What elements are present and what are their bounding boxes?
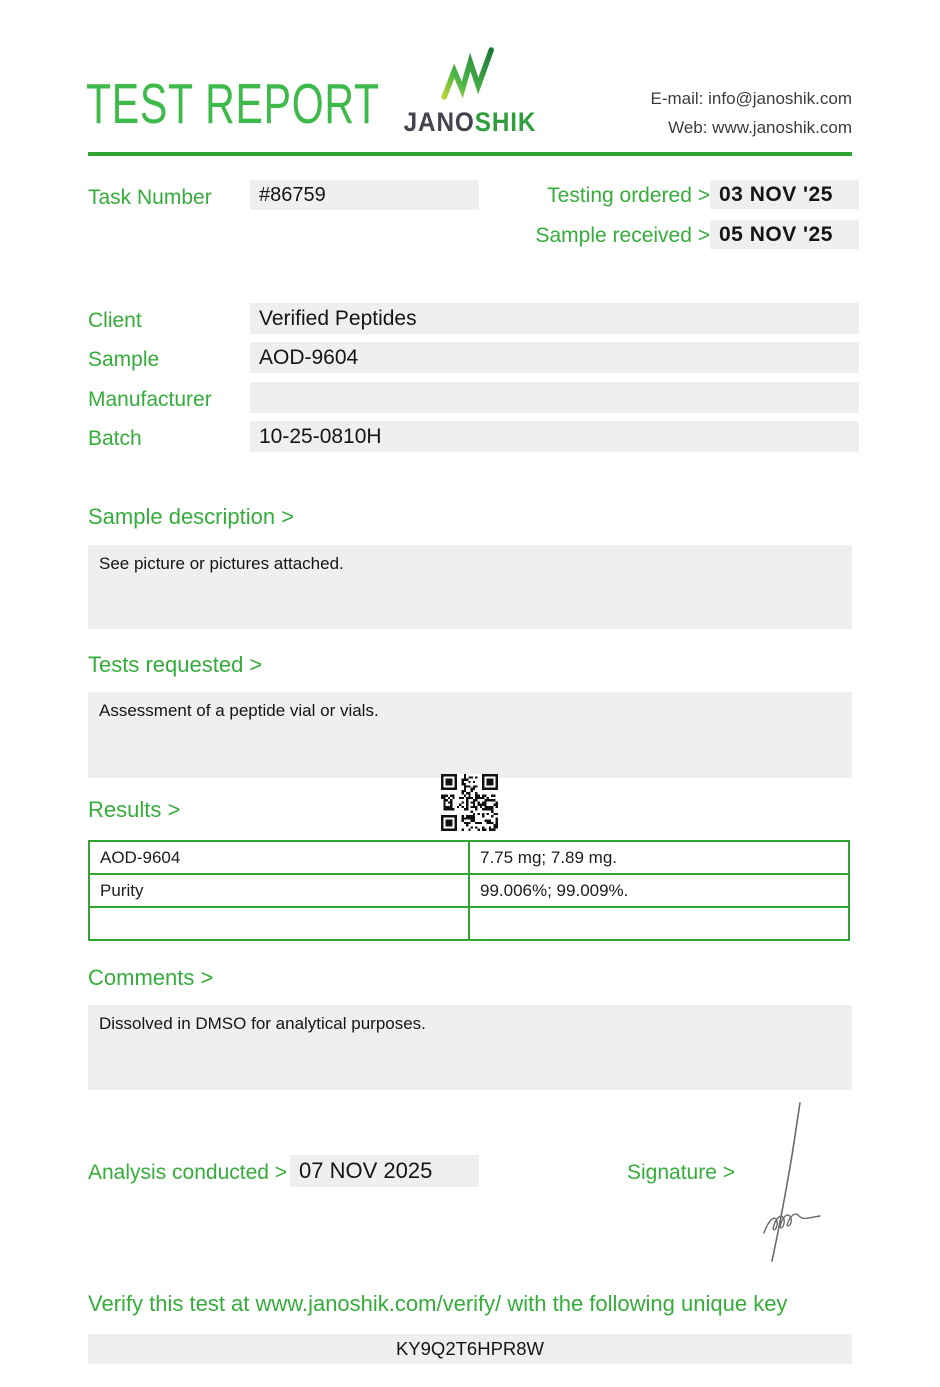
table-row <box>89 841 849 874</box>
contact-block <box>651 84 853 142</box>
sample-received-value: 05 NOV '25 <box>710 220 859 249</box>
tests-requested-box <box>88 692 852 778</box>
testing-ordered-value: 03 NOV '25 <box>710 180 859 209</box>
sample-received-label-row <box>410 223 710 248</box>
sample-description-box <box>88 545 852 629</box>
testing-ordered-label: Testing ordered > <box>547 184 710 207</box>
analysis-conducted-label: Analysis conducted > <box>88 1161 288 1184</box>
client-label: Client <box>88 309 142 332</box>
tests-requested-text: Assessment of a peptide vial or vials. <box>99 701 379 720</box>
sample-description-text: See picture or pictures attached. <box>99 554 344 573</box>
task-number-label: Task Number <box>88 186 212 209</box>
results-table <box>88 840 850 941</box>
verify-key-value: KY9Q2T6HPR8W <box>88 1334 852 1364</box>
result-name-cell: AOD-9604 <box>89 841 469 874</box>
tests-requested-heading: Tests requested > <box>88 652 263 677</box>
signature-label: Signature > <box>627 1161 735 1184</box>
batch-label: Batch <box>88 427 142 450</box>
header-divider <box>88 152 852 156</box>
sample-label: Sample <box>88 348 160 371</box>
result-value-cell: 99.006%; 99.009%. <box>469 874 849 907</box>
comments-text: Dissolved in DMSO for analytical purposes. <box>99 1014 426 1033</box>
logo-text-green: SHIK <box>474 107 537 137</box>
client-value: Verified Peptides <box>250 303 859 334</box>
sample-description-heading: Sample description > <box>88 504 295 529</box>
logo-wordmark <box>404 109 537 136</box>
result-value-cell: 7.75 mg; 7.89 mg. <box>469 841 849 874</box>
sample-received-label: Sample received > <box>535 224 710 247</box>
page-title: TEST REPORT <box>86 72 380 136</box>
sample-value: AOD-9604 <box>250 342 859 373</box>
manufacturer-label: Manufacturer <box>88 388 212 411</box>
logo-text-dark: JANO <box>403 107 475 137</box>
comments-box <box>88 1005 852 1090</box>
chart-growth-icon <box>439 44 501 105</box>
janoshik-logo <box>396 44 544 136</box>
analysis-date-value: 07 NOV 2025 <box>290 1155 479 1187</box>
signature-scribble <box>748 1093 843 1278</box>
testing-ordered-label-row <box>410 183 710 208</box>
result-name-cell: Purity <box>89 874 469 907</box>
contact-email: E-mail: info@janoshik.com <box>650 89 852 108</box>
comments-heading: Comments > <box>88 965 214 990</box>
manufacturer-value <box>250 382 859 413</box>
table-row <box>89 907 849 940</box>
qr-code <box>441 774 498 831</box>
batch-value: 10-25-0810H <box>250 421 859 452</box>
task-number-value: #86759 <box>250 180 479 210</box>
verify-instruction: Verify this test at www.janoshik.com/verify/ with the following unique key <box>88 1291 788 1316</box>
table-row <box>89 874 849 907</box>
result-name-cell <box>89 907 469 940</box>
results-heading: Results > <box>88 797 181 822</box>
contact-web: Web: www.janoshik.com <box>668 118 852 137</box>
result-value-cell <box>469 907 849 940</box>
